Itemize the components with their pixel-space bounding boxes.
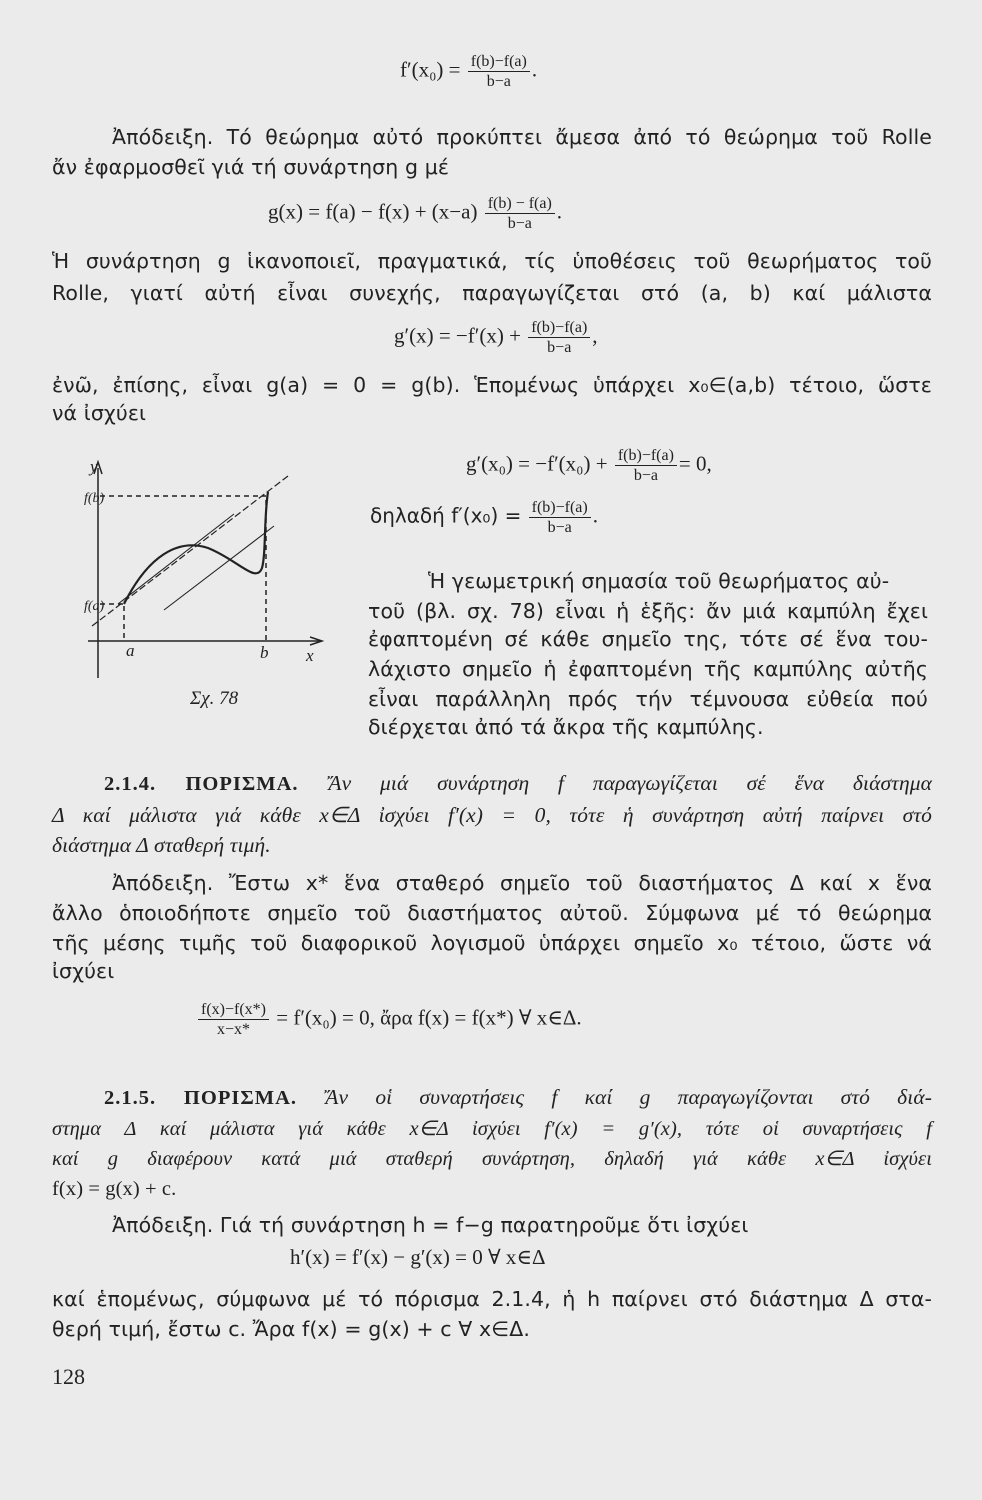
fb-label: f(b): [84, 491, 105, 506]
tangent-line-1: [118, 514, 234, 604]
formula-gprime0: g′(x₀) = −f′(x₀) + $\frac{f(b)-f(a)}{b-a}$ = 0,: [466, 447, 712, 484]
corollary2-line4: f(x) = g(x) + c.: [52, 1178, 177, 1200]
formula-h: h′(x) = f′(x) − g′(x) = 0 ∀ x∈Δ: [290, 1245, 546, 1269]
para3-line2: νά ἰσχύει: [52, 401, 147, 425]
proof3-line3: θερή τιμή, ἔστω c. Ἄρα f(x) = g(x) + c ∀ x∈Δ.: [52, 1317, 530, 1341]
figure-caption: Σχ. 78: [190, 688, 239, 709]
para2-line2: Rolle, γιατί αὐτή εἶναι συνεχής, παραγωγίζεται στό (a, b) καί μάλιστα: [52, 281, 932, 305]
a-label: a: [126, 641, 135, 660]
para3-line1: ἐνῶ, ἐπίσης, εἶναι g(a) = 0 = g(b). Ἑπομένως ὑπάρχει x₀∈(a,b) τέτοιο, ὥστε: [52, 373, 932, 397]
fraction: $\frac{f(b)-f(a)}{b-a}$: [468, 52, 530, 91]
formula-const: $\frac{f(x)-f(x*)}{x-x*}$ = f′(x₀) = 0, ἄρα f(x) = f(x*) ∀ x∈Δ.: [196, 1000, 582, 1039]
corollary1-line2: Δ καί μάλιστα γιά κάθε x∈Δ ἰσχύει f′(x) = 0, τότε ἡ συνάρτηση αὐτή παίρνει στό: [52, 803, 932, 827]
formula-top: f′(x₀) = $\frac{f(b)-f(a)}{b-a}$ .: [400, 53, 538, 90]
proof3-line2: καί ἑπομένως, σύμφωνα μέ τό πόρισμα 2.1.4, ἡ h παίρνει στό διάστημα Δ στα-: [52, 1287, 932, 1311]
fraction: $\frac{f(b)-f(a)}{b-a}$: [528, 318, 590, 357]
geometric-line4: λάχιστο σημεῖο ἡ ἐφαπτομένη τῆς καμπύλης αὐτῆς: [368, 657, 928, 681]
function-curve: [124, 492, 268, 604]
page-number: 128: [52, 1364, 85, 1389]
corollary2-line3: καί g διαφέρουν κατά μιά σταθερή συνάρτηση, δηλαδή γιά κάθε x∈Δ ἰσχύει: [52, 1148, 932, 1170]
proof1-line1: Ἀπόδειξη. Τό θεώρημα αὐτό προκύπτει ἄμεσα ἀπό τό θεώρημα τοῦ Rolle: [112, 125, 932, 149]
geometric-line6: διέρχεται ἀπό τά ἄκρα τῆς καμπύλης.: [368, 715, 764, 739]
para2-line1: Ἡ συνάρτηση g ἱκανοποιεῖ, πραγματικά, τίς ὑποθέσεις τοῦ θεωρήματος τοῦ: [52, 249, 932, 273]
formula-gprime: g′(x) = −f′(x) + $\frac{f(b)-f(a)}{b-a}$ ,: [394, 319, 598, 356]
corollary1-line3: διάστημα Δ σταθερή τιμή.: [52, 833, 271, 857]
y-axis-label: y: [90, 457, 98, 476]
proof3-line1: Ἀπόδειξη. Γιά τή συνάρτηση h = f−g παρατηροῦμε ὅτι ἰσχύει: [112, 1213, 749, 1237]
geometric-line5: εἶναι παράλληλη πρός τήν τέμνουσα εὐθεία πού: [368, 687, 928, 711]
corollary2-heading: 2.1.5. ΠΟΡΙΣΜΑ.: [104, 1087, 297, 1109]
proof2-line3: τῆς μέσης τιμῆς τοῦ διαφορικοῦ λογισμοῦ ὑπάρχει σημεῖο x₀ τέτοιο, ὥστε νά: [52, 931, 932, 955]
b-label: b: [260, 643, 269, 662]
corollary2-line2: στημα Δ καί μάλιστα γιά κάθε x∈Δ ἰσχύει f′(x) = g′(x), τότε οἱ συναρτήσεις f: [52, 1118, 932, 1140]
corollary1-line1: 2.1.4. ΠΟΡΙΣΜΑ. Ἄν μιά συνάρτηση f παραγωγίζεται σέ ἕνα διάστημα: [104, 771, 932, 795]
tangent-line-2: [164, 526, 274, 610]
fraction: $\frac{f(b) - f(a)}{b-a}$: [485, 194, 555, 233]
formula-dhladh: δηλαδή f′(x₀) = $\frac{f(b)-f(a)}{b-a}$ .: [370, 499, 598, 536]
geometric-line1: Ἡ γεωμετρική σημασία τοῦ θεωρήματος αὐ-: [428, 569, 890, 593]
fraction: $\frac{f(b)-f(a)}{b-a}$: [529, 498, 591, 537]
corollary1-heading: 2.1.4. ΠΟΡΙΣΜΑ.: [104, 773, 299, 795]
proof2-line2: ἄλλο ὁποιοδήποτε σημεῖο τοῦ διαστήματος αὐτοῦ. Σύμφωνα μέ τό θεώρημα: [52, 901, 932, 925]
fa-label: f(a): [84, 599, 105, 614]
corollary2-line1: 2.1.5. ΠΟΡΙΣΜΑ. Ἄν οἱ συναρτήσεις f καί g παραγωγίζονται στό διά-: [104, 1085, 932, 1109]
proof1-line2: ἄν ἐφαρμοσθεῖ γιά τή συνάρτηση g μέ: [52, 155, 450, 179]
fraction: $\frac{f(x)-f(x*)}{x-x*}$: [198, 1000, 269, 1039]
geometric-line2: τοῦ (βλ. σχ. 78) εἶναι ἡ ἑξῆς: ἄν μιά καμπύλη ἔχει: [368, 599, 928, 623]
geometric-line3: ἐφαπτομένη σέ κάθε σημεῖο της, τότε σέ ἕνα του-: [368, 627, 928, 651]
proof2-line1: Ἀπόδειξη. Ἔστω x* ἕνα σταθερό σημεῖο τοῦ διαστήματος Δ καί x ἕνα: [112, 871, 932, 895]
figure-78: [84, 456, 338, 686]
fraction: $\frac{f(b)-f(a)}{b-a}$: [615, 446, 677, 485]
x-axis-label: x: [306, 646, 314, 665]
formula-g: g(x) = f(a) − f(x) + (x−a) $\frac{f(b) - f(a)}{b-a}$ .: [268, 195, 563, 232]
proof2-line4: ἰσχύει: [52, 959, 115, 983]
